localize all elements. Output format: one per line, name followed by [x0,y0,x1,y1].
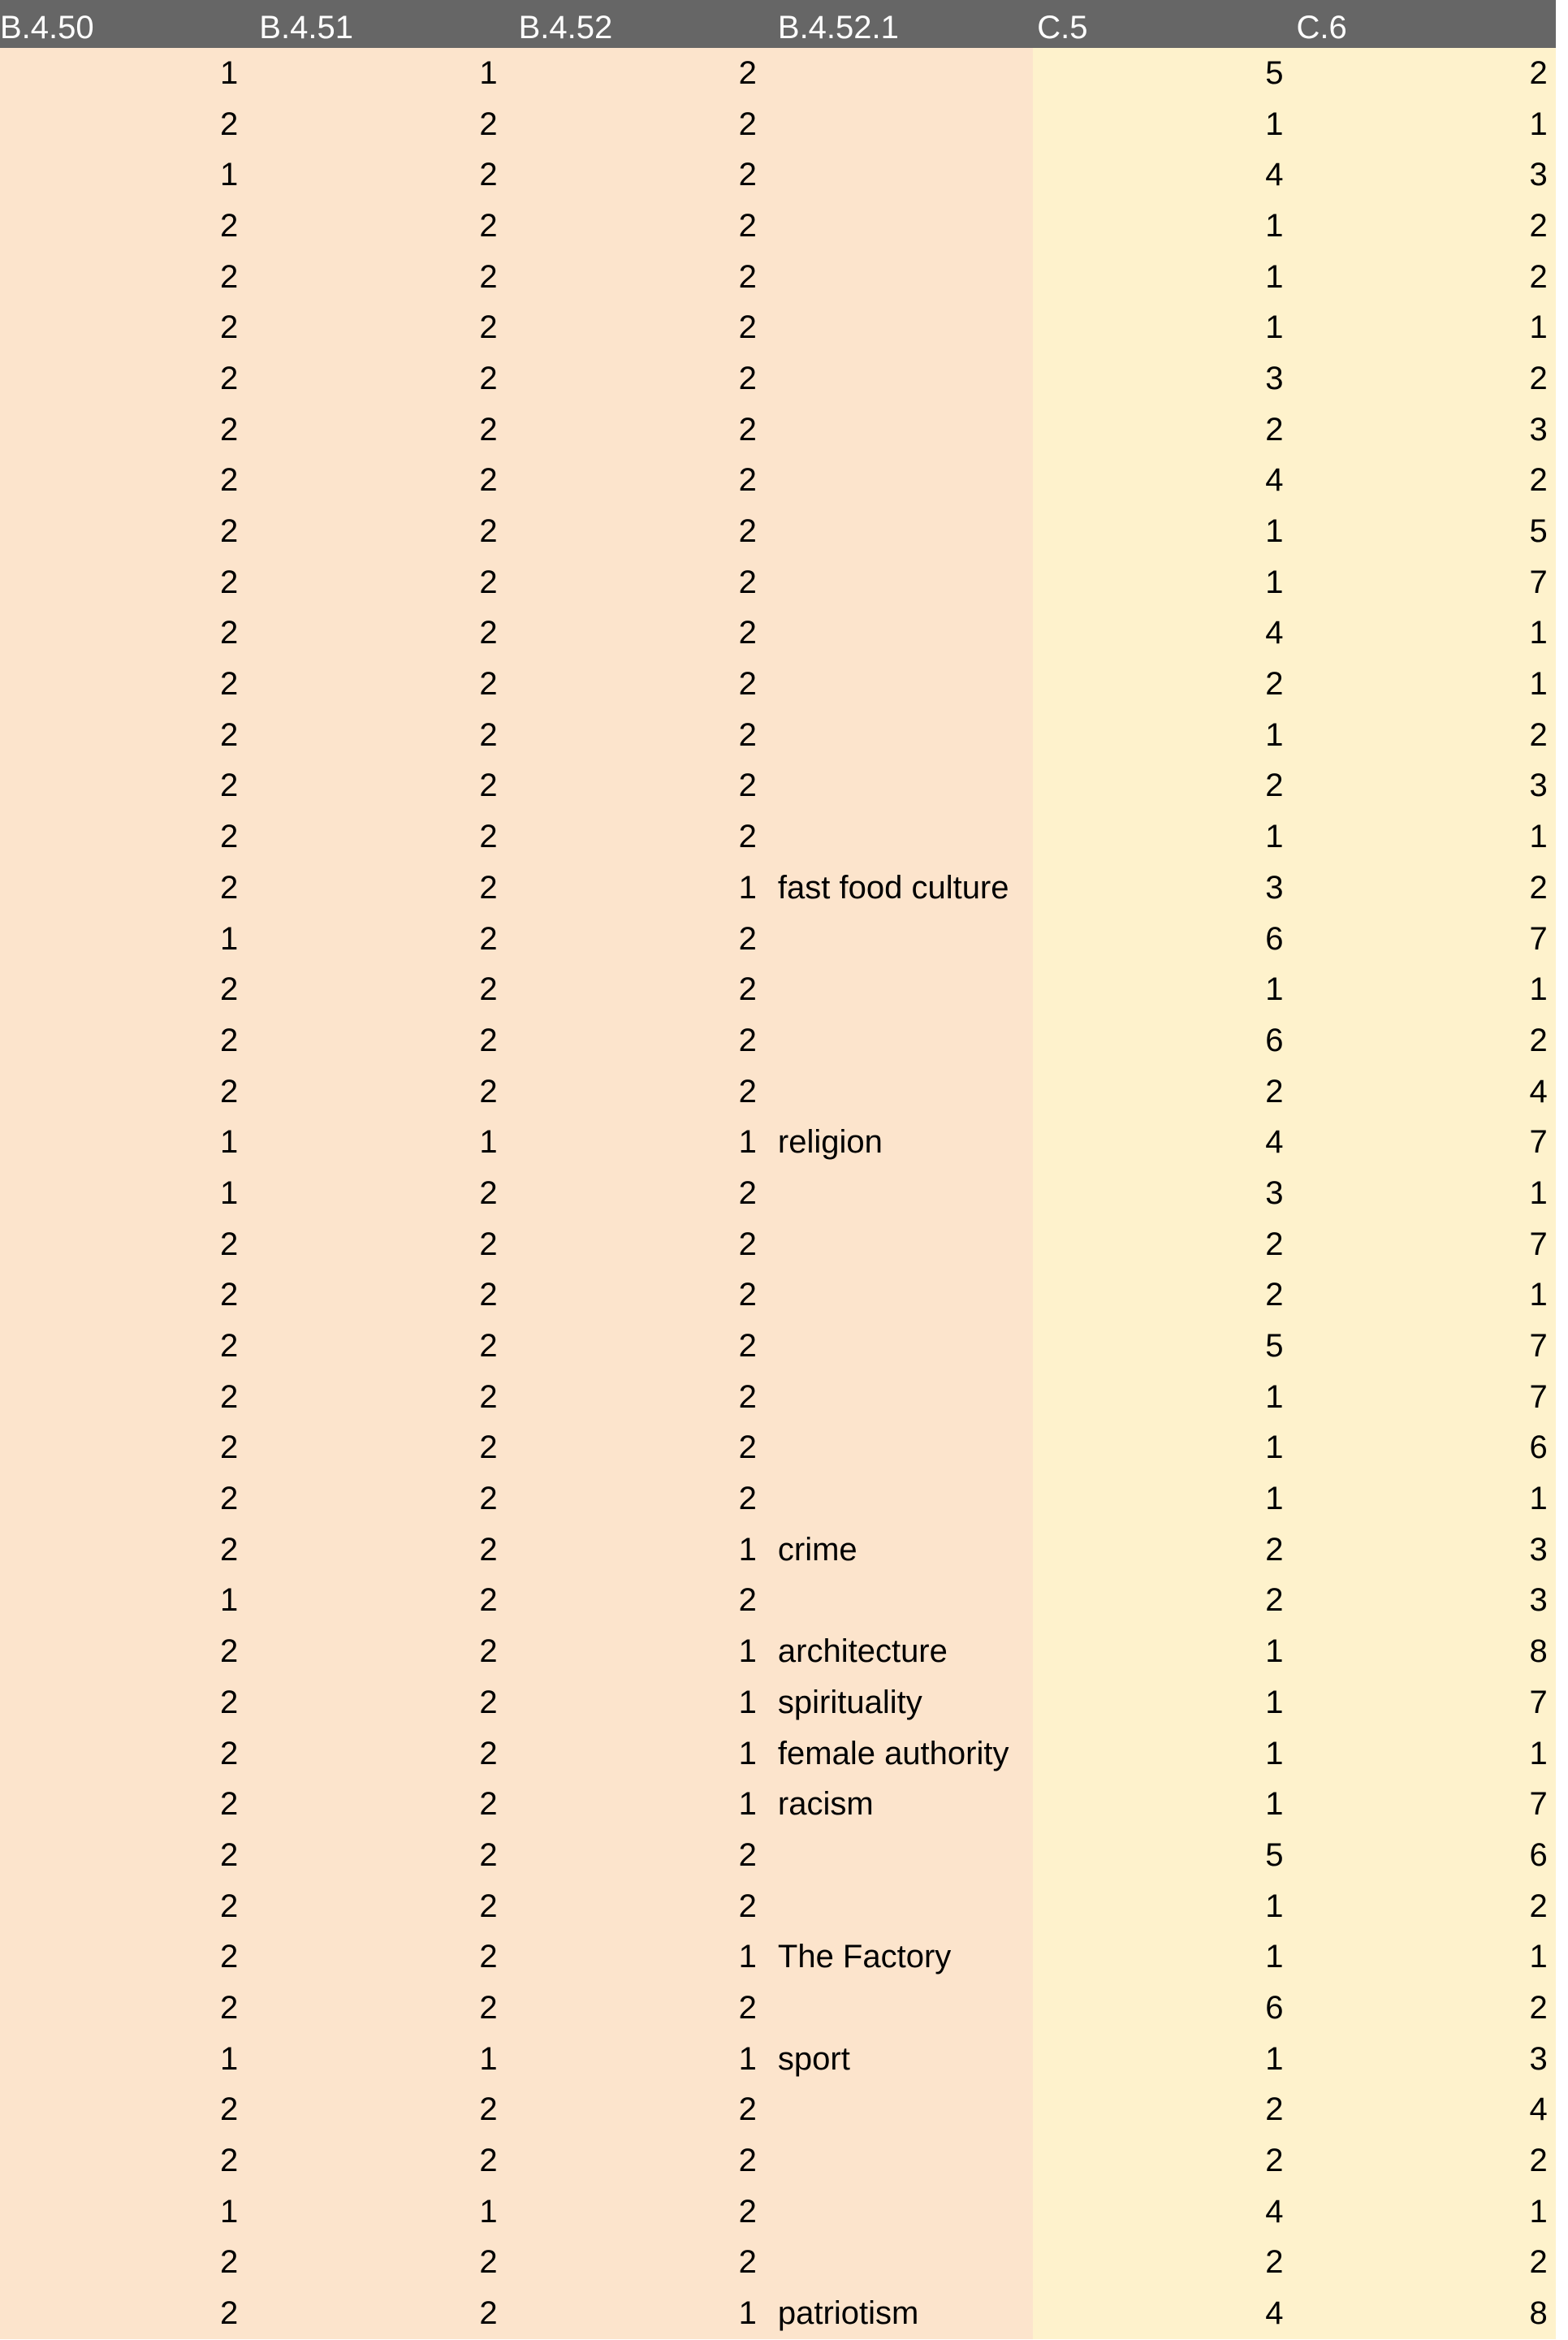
table-row [0,2238,1556,2289]
cell-b-4-52[interactable]: 1 [738,1633,757,1670]
table-row [0,1626,1556,1677]
cell-c-6[interactable]: 1 [1529,1174,1548,1211]
cell-c-6[interactable]: 7 [1529,1786,1548,1823]
cell-c-6[interactable]: 2 [1529,2244,1548,2281]
cell-b-4-52[interactable]: 2 [738,2244,757,2281]
cell-c-5[interactable]: 1 [1265,2040,1284,2077]
cell-c-6[interactable]: 3 [1529,1531,1548,1568]
cell-b-4-50[interactable]: 1 [220,54,239,91]
cell-c-6[interactable]: 8 [1529,2295,1548,2332]
table-row [0,1728,1556,1780]
cell-b-4-52[interactable]: 2 [738,1277,757,1313]
cell-b-4-52[interactable]: 1 [738,2295,757,2332]
table-row [0,1168,1556,1219]
column-header-c-6[interactable]: C.6 [1296,10,1347,45]
cell-c-5[interactable]: 5 [1265,1328,1284,1365]
cell-b-4-52[interactable]: 2 [738,1430,757,1466]
cell-b-4-51[interactable]: 2 [479,971,498,1008]
cell-b-4-51[interactable]: 2 [479,1633,498,1670]
cell-c-6[interactable]: 3 [1529,411,1548,448]
cell-c-6[interactable]: 8 [1529,1633,1548,1670]
table-row [0,456,1556,507]
cell-b-4-52[interactable]: 1 [738,1531,757,1568]
cell-b-4-50[interactable]: 2 [220,1633,239,1670]
cell-b-4-51[interactable]: 2 [479,1073,498,1109]
cell-c-6[interactable]: 7 [1529,1124,1548,1161]
cell-b-4-51[interactable]: 1 [479,2193,498,2230]
cell-c-6[interactable]: 2 [1529,1989,1548,2026]
cell-b-4-52[interactable]: 1 [738,2040,757,2077]
cell-b-4-50[interactable]: 2 [220,716,239,753]
cell-c-5[interactable]: 1 [1265,1481,1284,1517]
cell-c-6[interactable]: 1 [1529,106,1548,142]
cell-b-4-52[interactable]: 1 [738,1786,757,1823]
cell-b-4-51[interactable]: 2 [479,1277,498,1313]
cell-c-6[interactable]: 1 [1529,1939,1548,1975]
cell-b-4-50[interactable]: 1 [220,1582,239,1619]
cell-b-4-52[interactable]: 2 [738,258,757,295]
cell-b-4-51[interactable]: 2 [479,462,498,499]
cell-b-4-51[interactable]: 2 [479,1836,498,1873]
cell-b-4-51[interactable]: 2 [479,920,498,957]
column-header-row [0,0,1556,48]
cell-c-6[interactable]: 1 [1529,1481,1548,1517]
table-row [0,302,1556,353]
cell-c-5[interactable]: 1 [1265,309,1284,346]
cell-b-4-51[interactable]: 2 [479,869,498,906]
cell-b-4-50[interactable]: 2 [220,1684,239,1720]
cell-b-4-50[interactable]: 2 [220,615,239,651]
cell-b-4-51[interactable]: 2 [479,1378,498,1415]
table-row [0,2186,1556,2238]
cell-b-4-50[interactable]: 1 [220,1174,239,1211]
cell-b-4-52[interactable]: 2 [738,615,757,651]
table-row [0,201,1556,252]
cell-b-4-50[interactable]: 2 [220,2091,239,2128]
cell-b-4-50[interactable]: 2 [220,207,239,244]
cell-b-4-50[interactable]: 2 [220,2295,239,2332]
cell-b-4-50[interactable]: 2 [220,1481,239,1517]
cell-b-4-52[interactable]: 2 [738,716,757,753]
cell-c-5[interactable]: 6 [1265,1989,1284,2026]
cell-b-4-52[interactable]: 1 [738,869,757,906]
cell-b-4-50[interactable]: 2 [220,819,239,855]
cell-c-5[interactable]: 4 [1265,2295,1284,2332]
cell-b-4-50[interactable]: 1 [220,1124,239,1161]
table-row [0,1779,1556,1830]
cell-b-4-52[interactable]: 2 [738,920,757,957]
cell-c-5[interactable]: 2 [1265,1073,1284,1109]
cell-c-5[interactable]: 1 [1265,716,1284,753]
table-row [0,1677,1556,1728]
cell-b-4-52[interactable]: 2 [738,819,757,855]
cell-b-4-50[interactable]: 2 [220,768,239,804]
cell-c-5[interactable]: 2 [1265,1531,1284,1568]
table-row [0,2135,1556,2186]
cell-b-4-51[interactable]: 2 [479,1481,498,1517]
cell-b-4-50[interactable]: 2 [220,1328,239,1365]
cell-c-5[interactable]: 2 [1265,768,1284,804]
table-row [0,1219,1556,1270]
cell-c-6[interactable]: 6 [1529,1430,1548,1466]
cell-b-4-50[interactable]: 2 [220,360,239,396]
cell-b-4-52[interactable]: 2 [738,768,757,804]
cell-c-6[interactable]: 1 [1529,819,1548,855]
cell-b-4-50[interactable]: 2 [220,1531,239,1568]
cell-c-6[interactable]: 7 [1529,1328,1548,1365]
cell-b-4-52-1[interactable]: racism [777,1786,874,1823]
cell-b-4-50[interactable]: 2 [220,1735,239,1771]
cell-c-5[interactable]: 1 [1265,1939,1284,1975]
cell-b-4-52[interactable]: 2 [738,513,757,550]
table-row [0,1321,1556,1372]
cell-c-5[interactable]: 1 [1265,513,1284,550]
cell-c-6[interactable]: 7 [1529,1378,1548,1415]
table-row [0,149,1556,201]
cell-b-4-51[interactable]: 2 [479,1174,498,1211]
cell-b-4-51[interactable]: 2 [479,309,498,346]
cell-b-4-52[interactable]: 2 [738,564,757,600]
cell-b-4-51[interactable]: 2 [479,1684,498,1720]
cell-b-4-50[interactable]: 2 [220,258,239,295]
cell-c-5[interactable]: 4 [1265,1124,1284,1161]
cell-b-4-50[interactable]: 2 [220,2143,239,2179]
cell-c-5[interactable]: 3 [1265,869,1284,906]
cell-c-5[interactable]: 1 [1265,106,1284,142]
table-row [0,2034,1556,2085]
table-row [0,1576,1556,1627]
cell-c-6[interactable]: 7 [1529,920,1548,957]
cell-b-4-50[interactable]: 2 [220,666,239,703]
cell-b-4-51[interactable]: 2 [479,1939,498,1975]
cell-b-4-52[interactable]: 2 [738,1174,757,1211]
cell-c-6[interactable]: 2 [1529,1022,1548,1058]
cell-b-4-52[interactable]: 2 [738,1226,757,1262]
cell-c-6[interactable]: 4 [1529,1073,1548,1109]
cell-b-4-51[interactable]: 2 [479,258,498,295]
cell-b-4-51[interactable]: 2 [479,1226,498,1262]
cell-c-6[interactable]: 1 [1529,615,1548,651]
cell-c-6[interactable]: 2 [1529,462,1548,499]
cell-b-4-50[interactable]: 1 [220,2040,239,2077]
table-row [0,48,1556,99]
cell-b-4-52[interactable]: 2 [738,462,757,499]
cell-c-5[interactable]: 4 [1265,462,1284,499]
cell-b-4-52[interactable]: 2 [738,971,757,1008]
cell-b-4-51[interactable]: 2 [479,157,498,193]
column-header-b-4-50[interactable]: B.4.50 [0,10,94,45]
cell-b-4-50[interactable]: 2 [220,1989,239,2026]
cell-b-4-52[interactable]: 2 [738,207,757,244]
cell-b-4-50[interactable]: 2 [220,462,239,499]
cell-b-4-52[interactable]: 2 [738,106,757,142]
cell-b-4-51[interactable]: 2 [479,2091,498,2128]
column-header-b-4-52-1[interactable]: B.4.52.1 [777,10,899,45]
table-row [0,1372,1556,1423]
cell-c-6[interactable]: 3 [1529,768,1548,804]
cell-c-5[interactable]: 1 [1265,1786,1284,1823]
cell-c-5[interactable]: 3 [1265,360,1284,396]
cell-b-4-52-1[interactable]: architecture [777,1633,948,1670]
cell-c-6[interactable]: 7 [1529,1226,1548,1262]
cell-c-5[interactable]: 1 [1265,1430,1284,1466]
cell-c-6[interactable]: 3 [1529,2040,1548,2077]
cell-b-4-52[interactable]: 1 [738,1684,757,1720]
cell-c-6[interactable]: 2 [1529,716,1548,753]
cell-c-6[interactable]: 2 [1529,258,1548,295]
cell-b-4-51[interactable]: 2 [479,1022,498,1058]
cell-b-4-50[interactable]: 2 [220,869,239,906]
table-row [0,557,1556,608]
cell-c-5[interactable]: 1 [1265,819,1284,855]
cell-b-4-51[interactable]: 2 [479,666,498,703]
cell-c-6[interactable]: 2 [1529,54,1548,91]
cell-c-5[interactable]: 1 [1265,207,1284,244]
cell-c-6[interactable]: 2 [1529,1888,1548,1924]
cell-c-6[interactable]: 2 [1529,2143,1548,2179]
cell-b-4-50[interactable]: 2 [220,2244,239,2281]
cell-b-4-52[interactable]: 2 [738,1481,757,1517]
cell-b-4-51[interactable]: 2 [479,819,498,855]
cell-c-6[interactable]: 4 [1529,2091,1548,2128]
cell-b-4-52[interactable]: 2 [738,411,757,448]
cell-b-4-50[interactable]: 2 [220,1836,239,1873]
table-row [0,863,1556,914]
cell-b-4-52[interactable]: 2 [738,1073,757,1109]
cell-b-4-52[interactable]: 2 [738,157,757,193]
column-header-b-4-52[interactable]: B.4.52 [518,10,613,45]
cell-b-4-50[interactable]: 2 [220,564,239,600]
cell-b-4-52[interactable]: 2 [738,309,757,346]
cell-b-4-51[interactable]: 2 [479,513,498,550]
cell-b-4-52-1[interactable]: fast food culture [777,869,1009,906]
cell-c-6[interactable]: 6 [1529,1836,1548,1873]
cell-b-4-52[interactable]: 2 [738,666,757,703]
cell-b-4-52[interactable]: 2 [738,2091,757,2128]
column-header-b-4-51[interactable]: B.4.51 [259,10,353,45]
cell-b-4-50[interactable]: 2 [220,309,239,346]
cell-c-6[interactable]: 7 [1529,1684,1548,1720]
cell-c-5[interactable]: 4 [1265,615,1284,651]
cell-b-4-51[interactable]: 2 [479,615,498,651]
cell-b-4-50[interactable]: 2 [220,513,239,550]
cell-b-4-52-1[interactable]: religion [777,1124,883,1161]
cell-c-5[interactable]: 1 [1265,1633,1284,1670]
table-row [0,811,1556,863]
cell-b-4-51[interactable]: 1 [479,54,498,91]
cell-b-4-52[interactable]: 2 [738,360,757,396]
cell-b-4-51[interactable]: 1 [479,1124,498,1161]
cell-b-4-51[interactable]: 2 [479,564,498,600]
cell-c-6[interactable]: 3 [1529,1582,1548,1619]
table-row [0,353,1556,404]
cell-b-4-52-1[interactable]: The Factory [777,1939,952,1975]
cell-c-5[interactable]: 1 [1265,971,1284,1008]
table-row [0,964,1556,1015]
cell-b-4-50[interactable]: 2 [220,1378,239,1415]
cell-b-4-52[interactable]: 2 [738,1378,757,1415]
cell-c-6[interactable]: 1 [1529,971,1548,1008]
cell-b-4-52[interactable]: 2 [738,1328,757,1365]
cell-b-4-50[interactable]: 2 [220,1786,239,1823]
cell-b-4-51[interactable]: 2 [479,1989,498,2026]
table-row [0,1881,1556,1932]
cell-c-5[interactable]: 1 [1265,1888,1284,1924]
cell-c-6[interactable]: 1 [1529,309,1548,346]
table-row [0,1830,1556,1881]
cell-b-4-51[interactable]: 2 [479,2244,498,2281]
cell-b-4-51[interactable]: 2 [479,2295,498,2332]
cell-c-6[interactable]: 2 [1529,207,1548,244]
cell-b-4-50[interactable]: 2 [220,1888,239,1924]
cell-c-6[interactable]: 3 [1529,157,1548,193]
cell-c-6[interactable]: 1 [1529,1735,1548,1771]
cell-b-4-52[interactable]: 1 [738,1939,757,1975]
cell-b-4-52[interactable]: 2 [738,2143,757,2179]
cell-b-4-52-1[interactable]: crime [777,1531,857,1568]
table-row [0,1015,1556,1066]
cell-b-4-51[interactable]: 2 [479,106,498,142]
cell-b-4-50[interactable]: 1 [220,2193,239,2230]
table-row [0,1525,1556,1576]
cell-b-4-51[interactable]: 2 [479,1582,498,1619]
cell-c-5[interactable]: 2 [1265,2244,1284,2281]
table-row [0,252,1556,303]
table-row [0,2288,1556,2339]
cell-c-6[interactable]: 1 [1529,1277,1548,1313]
column-header-c-5[interactable]: C.5 [1037,10,1088,45]
cell-b-4-51[interactable]: 2 [479,1430,498,1466]
cell-b-4-51[interactable]: 2 [479,1888,498,1924]
table-row [0,1270,1556,1321]
cell-b-4-51[interactable]: 2 [479,411,498,448]
cell-c-5[interactable]: 2 [1265,2091,1284,2128]
cell-c-5[interactable]: 2 [1265,411,1284,448]
cell-b-4-50[interactable]: 1 [220,157,239,193]
cell-b-4-52[interactable]: 2 [738,1022,757,1058]
cell-b-4-51[interactable]: 2 [479,1531,498,1568]
cell-b-4-51[interactable]: 2 [479,207,498,244]
cell-b-4-52-1[interactable]: patriotism [777,2295,919,2332]
table-row [0,1117,1556,1168]
table-row [0,2085,1556,2136]
table-row [0,914,1556,965]
cell-b-4-52[interactable]: 2 [738,54,757,91]
cell-c-5[interactable]: 1 [1265,258,1284,295]
table-row [0,1423,1556,1474]
cell-b-4-50[interactable]: 2 [220,1022,239,1058]
cell-b-4-50[interactable]: 2 [220,1073,239,1109]
cell-b-4-51[interactable]: 2 [479,1735,498,1771]
cell-c-5[interactable]: 1 [1265,1378,1284,1415]
table-row [0,608,1556,660]
cell-b-4-50[interactable]: 2 [220,1277,239,1313]
table-body [0,48,1556,2339]
cell-c-5[interactable]: 2 [1265,2143,1284,2179]
cell-c-5[interactable]: 4 [1265,157,1284,193]
cell-b-4-50[interactable]: 2 [220,1939,239,1975]
table-row [0,761,1556,812]
cell-c-5[interactable]: 2 [1265,1226,1284,1262]
cell-b-4-50[interactable]: 2 [220,411,239,448]
cell-c-5[interactable]: 5 [1265,1836,1284,1873]
table-row [0,710,1556,761]
cell-b-4-51[interactable]: 2 [479,2143,498,2179]
cell-b-4-50[interactable]: 2 [220,106,239,142]
cell-b-4-51[interactable]: 1 [479,2040,498,2077]
cell-c-6[interactable]: 1 [1529,666,1548,703]
cell-b-4-52-1[interactable]: spirituality [777,1684,922,1720]
cell-c-5[interactable]: 2 [1265,666,1284,703]
cell-b-4-52[interactable]: 2 [738,1888,757,1924]
cell-c-5[interactable]: 2 [1265,1277,1284,1313]
table-row [0,506,1556,557]
cell-b-4-51[interactable]: 2 [479,1328,498,1365]
cell-c-6[interactable]: 2 [1529,360,1548,396]
cell-b-4-50[interactable]: 2 [220,971,239,1008]
cell-b-4-52[interactable]: 1 [738,1735,757,1771]
cell-b-4-50[interactable]: 2 [220,1430,239,1466]
cell-c-5[interactable]: 1 [1265,1684,1284,1720]
cell-c-5[interactable]: 3 [1265,1174,1284,1211]
cell-b-4-52[interactable]: 2 [738,2193,757,2230]
cell-c-5[interactable]: 5 [1265,54,1284,91]
cell-c-6[interactable]: 7 [1529,564,1548,600]
table-row [0,1066,1556,1118]
cell-c-6[interactable]: 5 [1529,513,1548,550]
cell-c-5[interactable]: 1 [1265,1735,1284,1771]
cell-b-4-52[interactable]: 1 [738,1124,757,1161]
cell-c-5[interactable]: 4 [1265,2193,1284,2230]
cell-c-6[interactable]: 1 [1529,2193,1548,2230]
cell-c-5[interactable]: 1 [1265,564,1284,600]
cell-b-4-51[interactable]: 2 [479,768,498,804]
cell-b-4-52-1[interactable]: female authority [777,1735,1009,1771]
cell-b-4-52[interactable]: 2 [738,1836,757,1873]
table-row [0,1931,1556,1983]
table-row [0,1983,1556,2034]
table-row [0,1473,1556,1525]
cell-c-5[interactable]: 6 [1265,920,1284,957]
table-row [0,404,1556,456]
cell-c-5[interactable]: 2 [1265,1582,1284,1619]
table-row [0,659,1556,710]
cell-b-4-51[interactable]: 2 [479,1786,498,1823]
cell-c-5[interactable]: 6 [1265,1022,1284,1058]
cell-c-6[interactable]: 2 [1529,869,1548,906]
cell-b-4-52[interactable]: 2 [738,1582,757,1619]
cell-b-4-51[interactable]: 2 [479,360,498,396]
table-row [0,99,1556,150]
cell-b-4-50[interactable]: 2 [220,1226,239,1262]
cell-b-4-52[interactable]: 2 [738,1989,757,2026]
cell-b-4-50[interactable]: 1 [220,920,239,957]
cell-b-4-51[interactable]: 2 [479,716,498,753]
cell-b-4-52-1[interactable]: sport [777,2040,850,2077]
